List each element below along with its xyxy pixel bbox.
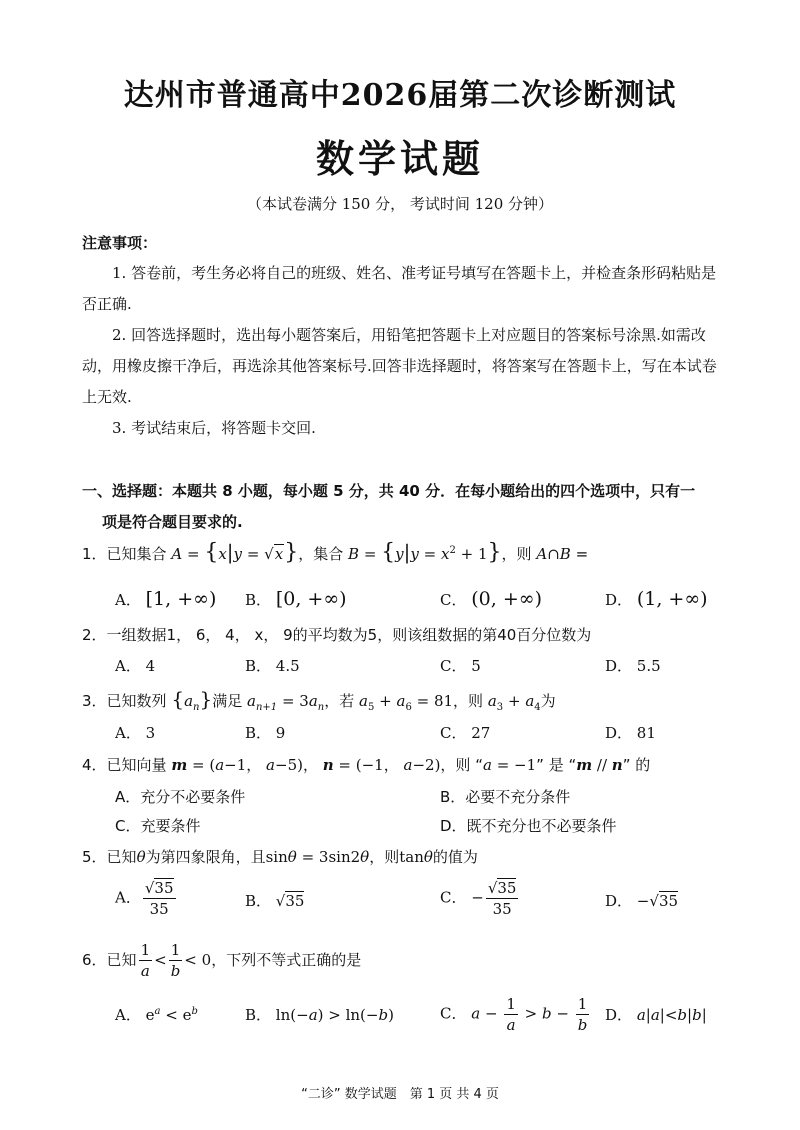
q2-option-c: C． 5 <box>440 657 481 675</box>
q5-option-a: A． $\frac{√35}{35}$ <box>115 879 174 918</box>
q4-option-c: C．充要条件 <box>115 817 201 835</box>
exam-subtitle: （本试卷满分 150 分， 考试时间 120 分钟） <box>246 195 554 213</box>
question-4: 4．已知向量 m = (a−1， a−5)， n = (−1， a−2)，则 “a = −1” 是 “m // n” 的 <box>82 756 651 774</box>
q3-option-b: B． 9 <box>245 724 286 742</box>
q1-option-c: C． (0, +∞) <box>440 588 543 610</box>
q6-option-b: B． ln(−a) > ln(−b) <box>245 1006 394 1024</box>
q1-option-d: D． (1, +∞) <box>605 588 708 610</box>
q6-option-d: D． a|a|<b|b| <box>605 1006 707 1024</box>
page-footer: “二诊” 数学试题 第 1 页 共 4 页 <box>301 1087 499 1102</box>
q5-option-d: D． −√35 <box>605 892 679 910</box>
q3-option-a: A． 3 <box>115 724 156 742</box>
note-3: 3. 考试结束后，将答题卡交回. <box>112 419 316 437</box>
q4-option-a: A．充分不必要条件 <box>115 788 246 806</box>
q6-option-a: A． $e^a < e^b$ <box>115 1006 198 1024</box>
question-5: 5．已知θ为第四象限角，且sinθ = 3sin2θ，则tanθ的值为 <box>82 848 478 866</box>
question-2: 2．一组数据1， 6， 4， x， 9的平均数为5，则该组数据的第40百分位数为 <box>82 626 592 644</box>
q2-option-d: D． 5.5 <box>605 657 661 675</box>
q2-option-b: B． 4.5 <box>245 657 300 675</box>
section-title-cont: 项是符合题目要求的. <box>102 513 243 531</box>
q1-option-b: B． [0, +∞) <box>245 588 347 610</box>
q4-option-b: B．必要不充分条件 <box>440 788 571 806</box>
section-heading <box>82 476 732 538</box>
q1-option-a: A． [1, +∞) <box>115 588 217 610</box>
q4-option-d: D．既不充分也不必要条件 <box>440 817 617 835</box>
subject-title: 数学试题 <box>315 136 484 181</box>
q3-option-d: D． 81 <box>605 724 656 742</box>
q6-option-c: C． a − $\frac{1}{a}$ > b − $\frac{1}{b}$ <box>440 995 588 1034</box>
q3-option-c: C． 27 <box>440 724 491 742</box>
notes-heading: 注意事项： <box>82 234 158 252</box>
exam-title: 达州市普通高中2026届第二次诊断测试 <box>123 78 677 113</box>
note-1: 1. 答卷前，考生务必将自己的班级、姓名、准考证号填写在答题卡上，并检查条形码粘贴是否正确. <box>82 264 717 313</box>
question-6: 6．已知 $\frac{1}{a}$ < $\frac{1}{b}$ < 0，下列不等式正确的是 <box>82 941 362 980</box>
q5-option-c: C． − $\frac{√35}{35}$ <box>440 879 517 918</box>
q2-option-a: A． 4 <box>115 657 156 675</box>
question-1: 1．已知集合 A = {x|y = √x}，集合 $B = \{y|y = x^2 + 1\}$，则 A∩B = <box>82 540 589 565</box>
note-2: 2. 回答选择题时，选出每小题答案后，用铅笔把答题卡上对应题目的答案标号涂黑.如需改动，用橡皮擦干净后，再选涂其他答案标号.回答非选择题时，将答案写在答题卡上，写在本试卷上无效. <box>82 326 717 406</box>
question-3: 3．已知数列 $\{a_n\}$满足 $a_{n+1} = 3a_n$，若 $a_5 + a_6 = 81$，则 $a_3 + a_4$为 <box>82 687 556 713</box>
q5-option-b: B． √35 <box>245 892 305 910</box>
section-title: 一、选择题：本题共 8 小题，每小题 5 分，共 40 分．在每小题给出的四个选项中，只有一 <box>82 482 696 500</box>
